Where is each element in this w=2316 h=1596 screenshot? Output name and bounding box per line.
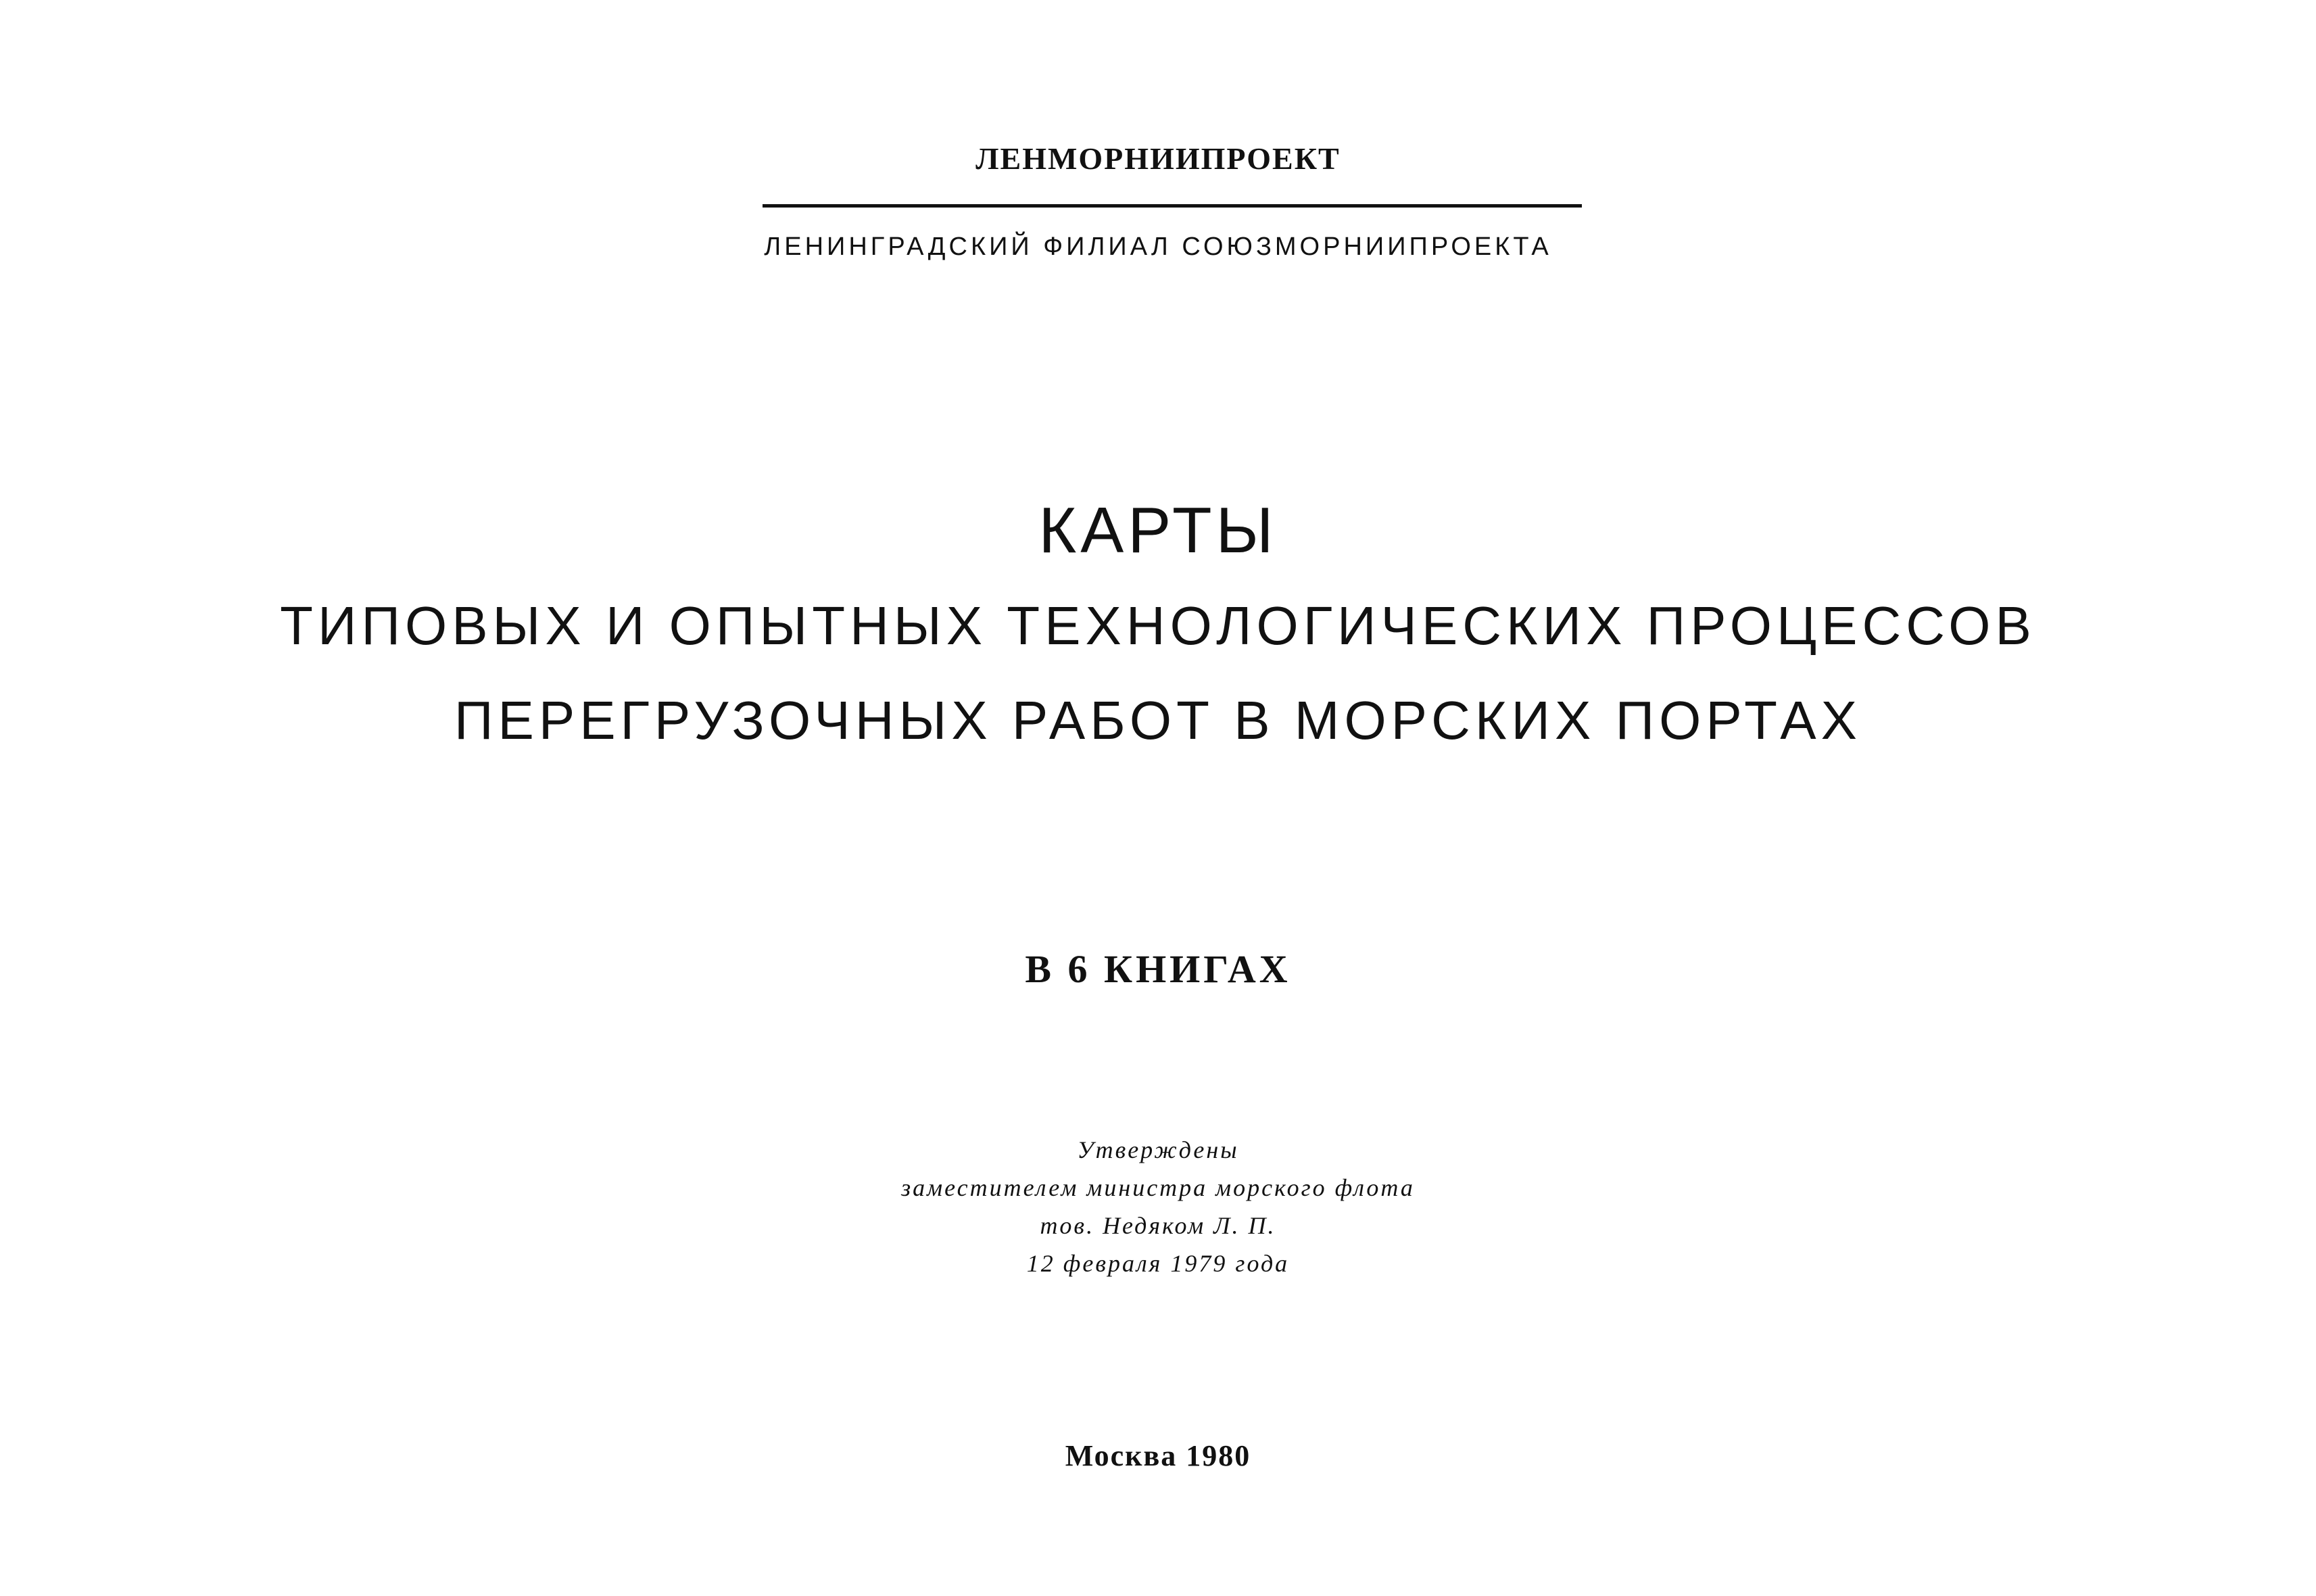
approval-line-4: 12 февраля 1979 года <box>1026 1250 1290 1277</box>
header-divider <box>763 204 1582 208</box>
approval-line-3: тов. Недяком Л. П. <box>1040 1212 1276 1239</box>
approval-line-2: заместителем министра морского флота <box>901 1174 1415 1201</box>
document-subtitle-line-1: ТИПОВЫХ И ОПЫТНЫХ ТЕХНОЛОГИЧЕСКИХ ПРОЦЕССОВ <box>280 596 2036 656</box>
volume-count: В 6 КНИГАХ <box>1025 947 1291 991</box>
document-title: КАРТЫ <box>1038 494 1278 566</box>
organization-name: ЛЕНМОРНИИПРОЕКТ <box>975 141 1341 176</box>
approval-line-1: Утверждены <box>1077 1136 1239 1163</box>
document-subtitle-line-2: ПЕРЕГРУЗОЧНЫХ РАБОТ В МОРСКИХ ПОРТАХ <box>454 690 1862 750</box>
imprint-place-year: Москва 1980 <box>1065 1439 1251 1472</box>
organization-full-name: ЛЕНИНГРАДСКИЙ ФИЛИАЛ СОЮЗМОРНИИПРОЕКТА <box>764 233 1552 261</box>
